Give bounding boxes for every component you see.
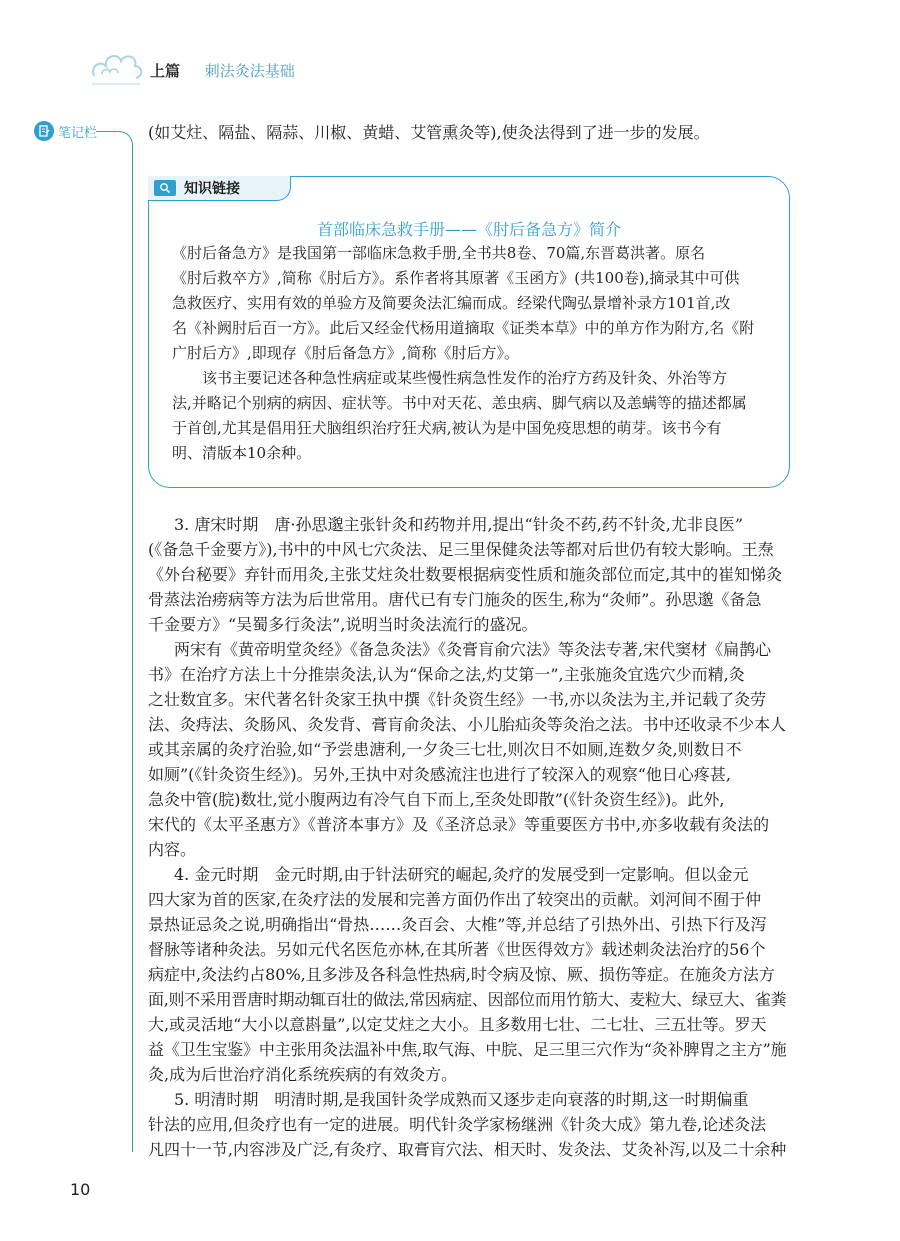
margin-rule bbox=[118, 131, 133, 1152]
body-line: 书》在治疗方法上十分推崇灸法,认为“保命之法,灼艾第一”,主张施灸宜选穴少而精,灸 bbox=[148, 665, 745, 684]
body-line: (《备急千金要方》),书中的中风七穴灸法、足三里保健灸法等都对后世仍有较大影响。王焘 bbox=[148, 540, 774, 559]
knowledge-line: 《肘后备急方》是我国第一部临床急救手册,全书共8卷、70篇,东晋葛洪著。原名 bbox=[172, 244, 706, 262]
knowledge-line: 名《补阙肘后百一方》。此后又经金代杨用道摘取《证类本草》中的单方作为附方,名《附 bbox=[172, 319, 755, 337]
notes-rule bbox=[96, 131, 118, 132]
running-header bbox=[150, 60, 295, 81]
body-line: 3. 唐宋时期 唐·孙思邈主张针灸和药物并用,提出“针灸不药,药不针灸,尤非良医” bbox=[174, 515, 744, 534]
knowledge-line: 于首创,尤其是倡用狂犬脑组织治疗狂犬病,被认为是中国免疫思想的萌芽。该书今有 bbox=[172, 419, 722, 437]
body-line: 千金要方》“吴蜀多行灸法”,说明当时灸法流行的盛况。 bbox=[148, 615, 538, 634]
notes-label: 笔记栏 bbox=[58, 125, 98, 141]
body-line: 内容。 bbox=[148, 840, 197, 859]
body-line: 法、灸痔法、灸肠风、灸发背、膏肓俞灸法、小儿胎疝灸等灸治之法。书中还收录不少本人 bbox=[148, 715, 787, 734]
search-book-icon bbox=[154, 180, 176, 196]
body-line: 针法的应用,但灸疗也有一定的进展。明代针灸学家杨继洲《针灸大成》第九卷,论述灸法 bbox=[148, 1115, 767, 1134]
knowledge-line: 该书主要记述各种急性病症或某些慢性病急性发作的治疗方药及针灸、外治等方 bbox=[202, 369, 728, 387]
body-line: 如厕”(《针灸资生经》)。另外,王执中对灸感流注也进行了较深入的观察“他日心疼甚, bbox=[148, 765, 732, 784]
body-line: 四大家为首的医家,在灸疗法的发展和完善方面仍作出了较突出的贡献。刘河间不囿于仲 bbox=[148, 890, 762, 909]
body-line: 之壮数宜多。宋代著名针灸家王执中撰《针灸资生经》一书,亦以灸法为主,并记载了灸劳 bbox=[148, 690, 767, 709]
body-line: 骨蒸法治痨病等方法为后世常用。唐代已有专门施灸的医生,称为“灸师”。孙思邈《备急 bbox=[148, 590, 762, 609]
body-line: 景热证忌灸之说,明确指出“骨热……灸百会、大椎”等,并总结了引热外出、引热下行及泻 bbox=[148, 915, 767, 934]
knowledge-tab-label: 知识链接 bbox=[184, 181, 240, 197]
body-line: 4. 金元时期 金元时期,由于针法研究的崛起,灸疗的发展受到一定影响。但以金元 bbox=[174, 865, 749, 884]
body-line: 大,或灵活地“大小以意斟量”,以定艾炷之大小。且多数用七壮、二七壮、三五壮等。罗天 bbox=[148, 1015, 767, 1034]
notes-column-label bbox=[34, 118, 97, 144]
knowledge-line: 广肘后方》,即现存《肘后备急方》,简称《肘后方》。 bbox=[172, 344, 520, 362]
body-line: 凡四十一节,内容涉及广泛,有灸疗、取膏肓穴法、相天时、发灸法、艾灸补泻,以及二十余种 bbox=[148, 1140, 787, 1159]
body-line: 急灸中管(脘)数壮,觉小腹两边有冷气自下而上,至灸处即散”(《针灸资生经》)。此外, bbox=[148, 790, 725, 809]
intro-line: (如艾炷、隔盐、隔蒜、川椒、黄蜡、艾管熏灸等),使灸法得到了进一步的发展。 bbox=[148, 123, 710, 142]
body-line: 病症中,灸法约占80%,且多涉及各科急性热病,时令病及惊、厥、损伤等症。在施灸方法方 bbox=[148, 965, 775, 984]
knowledge-line: 急救医疗、实用有效的单验方及简要灸法汇编而成。经梁代陶弘景增补录方101首,改 bbox=[172, 294, 731, 312]
knowledge-tab bbox=[148, 176, 291, 201]
knowledge-line: 法,并略记个别病的病因、症状等。书中对天花、恙虫病、脚气病以及恙螨等的描述都属 bbox=[172, 394, 747, 412]
body-line: 或其亲属的灸疗治验,如“予尝患溏利,一夕灸三七壮,则次日不如厕,连数夕灸,则数日不 bbox=[148, 740, 742, 759]
knowledge-title: 首部临床急救手册——《肘后备急方》简介 bbox=[316, 220, 621, 239]
body-line: 督脉等诸种灸法。另如元代名医危亦林,在其所著《世医得效方》载述刺灸法治疗的56个 bbox=[148, 940, 766, 959]
knowledge-line: 《肘后救卒方》,简称《肘后方》。系作者将其原著《玉函方》(共100卷),摘录其中可供 bbox=[172, 269, 740, 287]
body-line: 面,则不采用晋唐时期动辄百壮的做法,常因病症、因部位而用竹筋大、麦粒大、绿豆大、雀粪 bbox=[148, 990, 787, 1009]
body-line: 灸,成为后世治疗消化系统疾病的有效灸方。 bbox=[148, 1065, 458, 1084]
body-line: 两宋有《黄帝明堂灸经》《备急灸法》《灸膏肓俞穴法》等灸法专著,宋代窦材《扁鹊心 bbox=[174, 640, 772, 659]
body-line: 益《卫生宝鉴》中主张用灸法温补中焦,取气海、中脘、足三里三穴作为“灸补脾胃之主方”施 bbox=[148, 1040, 787, 1059]
header-part: 上篇 bbox=[150, 62, 181, 80]
body-line: 宋代的《太平圣惠方》《普济本事方》及《圣济总录》等重要医方书中,亦多收载有灸法的 bbox=[148, 815, 770, 834]
notes-icon bbox=[34, 121, 54, 141]
body-line: 《外台秘要》弃针而用灸,主张艾炷灸壮数要根据病变性质和施灸部位而定,其中的崔知悌灸 bbox=[148, 565, 783, 584]
page-number: 10 bbox=[70, 1180, 91, 1199]
body-line: 5. 明清时期 明清时期,是我国针灸学成熟而又逐步走向衰落的时期,这一时期偏重 bbox=[174, 1090, 749, 1109]
cloud-ornament-icon bbox=[88, 44, 146, 90]
knowledge-line: 明、清版本10余种。 bbox=[172, 444, 312, 462]
header-chapter: 刺法灸法基础 bbox=[204, 62, 295, 80]
